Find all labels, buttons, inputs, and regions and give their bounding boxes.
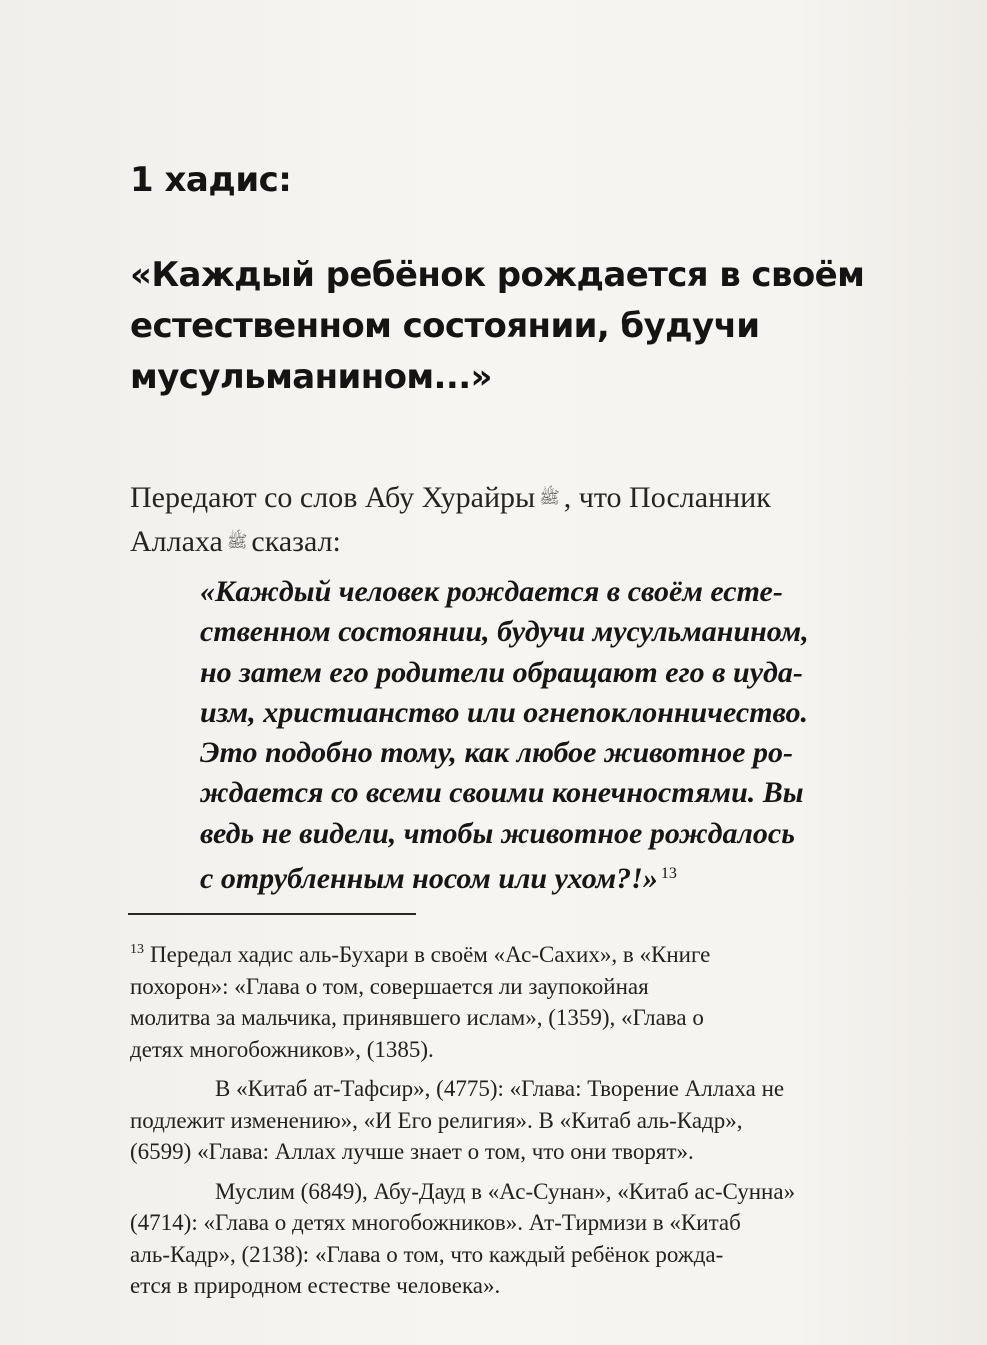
intro-text: Аллаха: [130, 525, 223, 558]
footnote-line: подлежит изменению», «И Его религия». В «Китаб аль-Кадр»,: [130, 1107, 743, 1133]
footnote-paragraph: [130, 1073, 930, 1168]
narration-intro: [130, 476, 930, 564]
footnote-paragraph: [130, 1176, 930, 1302]
footnote-text: Передал хадис аль-Бухари в своём «Ас-Сахих», в «Книге: [150, 942, 711, 967]
title-line: естественном состоянии, будучи: [130, 306, 760, 346]
intro-text: , что Посланник: [563, 481, 771, 514]
honorific-icon: ﷺ: [539, 488, 560, 508]
quote-line: ственном состоянии, будучи мусульманином,: [200, 615, 809, 649]
footnote-line: В «Китаб ат-Тафсир», (4775): «Глава: Творение Аллаха не: [215, 1076, 785, 1101]
footnote-line: [130, 934, 930, 971]
honorific-icon: ﷺ: [226, 532, 248, 552]
intro-line: [130, 520, 930, 564]
quote-line: но затем его родители обращают его в иуда-: [200, 655, 803, 689]
title-line: «Каждый ребёнок рождается в своём: [130, 255, 865, 295]
footnote-divider: [128, 913, 416, 915]
quote-last-text: с отрубленным носом или ухом?!»: [200, 862, 658, 896]
footnote-block: [130, 934, 930, 1310]
quote-line: Это подобно тому, как любое животное ро-: [200, 736, 793, 770]
hadith-title-heading: [130, 250, 930, 403]
quote-line: [200, 854, 930, 899]
hadith-number-heading: 1 хадис:: [130, 160, 292, 200]
quote-line: ждается со всеми своими конечностями. Вы: [200, 776, 804, 810]
footnote-line: (4714): «Глава о детях многобожников». Ат-Тирмизи в «Китаб: [130, 1210, 741, 1235]
title-line: мусульманином...»: [130, 357, 492, 397]
intro-text: Передают со слов Абу Хурайры: [130, 481, 536, 514]
hadith-quote: [200, 572, 930, 899]
footnote-line: Муслим (6849), Абу-Дауд в «Ас-Сунан», «Китаб ас-Сунна»: [215, 1178, 796, 1204]
quote-line: изм, христианство или огнепоклонничество.: [200, 695, 809, 729]
quote-line: ведь не видели, чтобы животное рождалось: [200, 816, 795, 850]
footnote-line: (6599) «Глава: Аллах лучше знает о том, что они творят».: [130, 1139, 694, 1164]
quote-line: «Каждый человек рождается в своём есте-: [200, 575, 783, 608]
footnote-line: молитва за мальчика, принявшего ислам», (1359), «Глава о: [130, 1005, 704, 1030]
footnote-number: 13: [130, 942, 144, 957]
footnote-reference[interactable]: 13: [660, 865, 677, 883]
footnote-line: аль-Кадр», (2138): «Глава о том, что каждый ребёнок рожда-: [130, 1241, 724, 1267]
intro-text: сказал:: [251, 525, 341, 558]
footnote-line: ется в природном естестве человека».: [130, 1273, 501, 1298]
footnote-paragraph: [130, 934, 930, 1065]
footnote-line: детях многобожников», (1385).: [130, 1036, 434, 1062]
intro-line: [130, 476, 930, 520]
footnote-line: похорон»: «Глава о том, совершается ли заупокойная: [130, 973, 649, 999]
